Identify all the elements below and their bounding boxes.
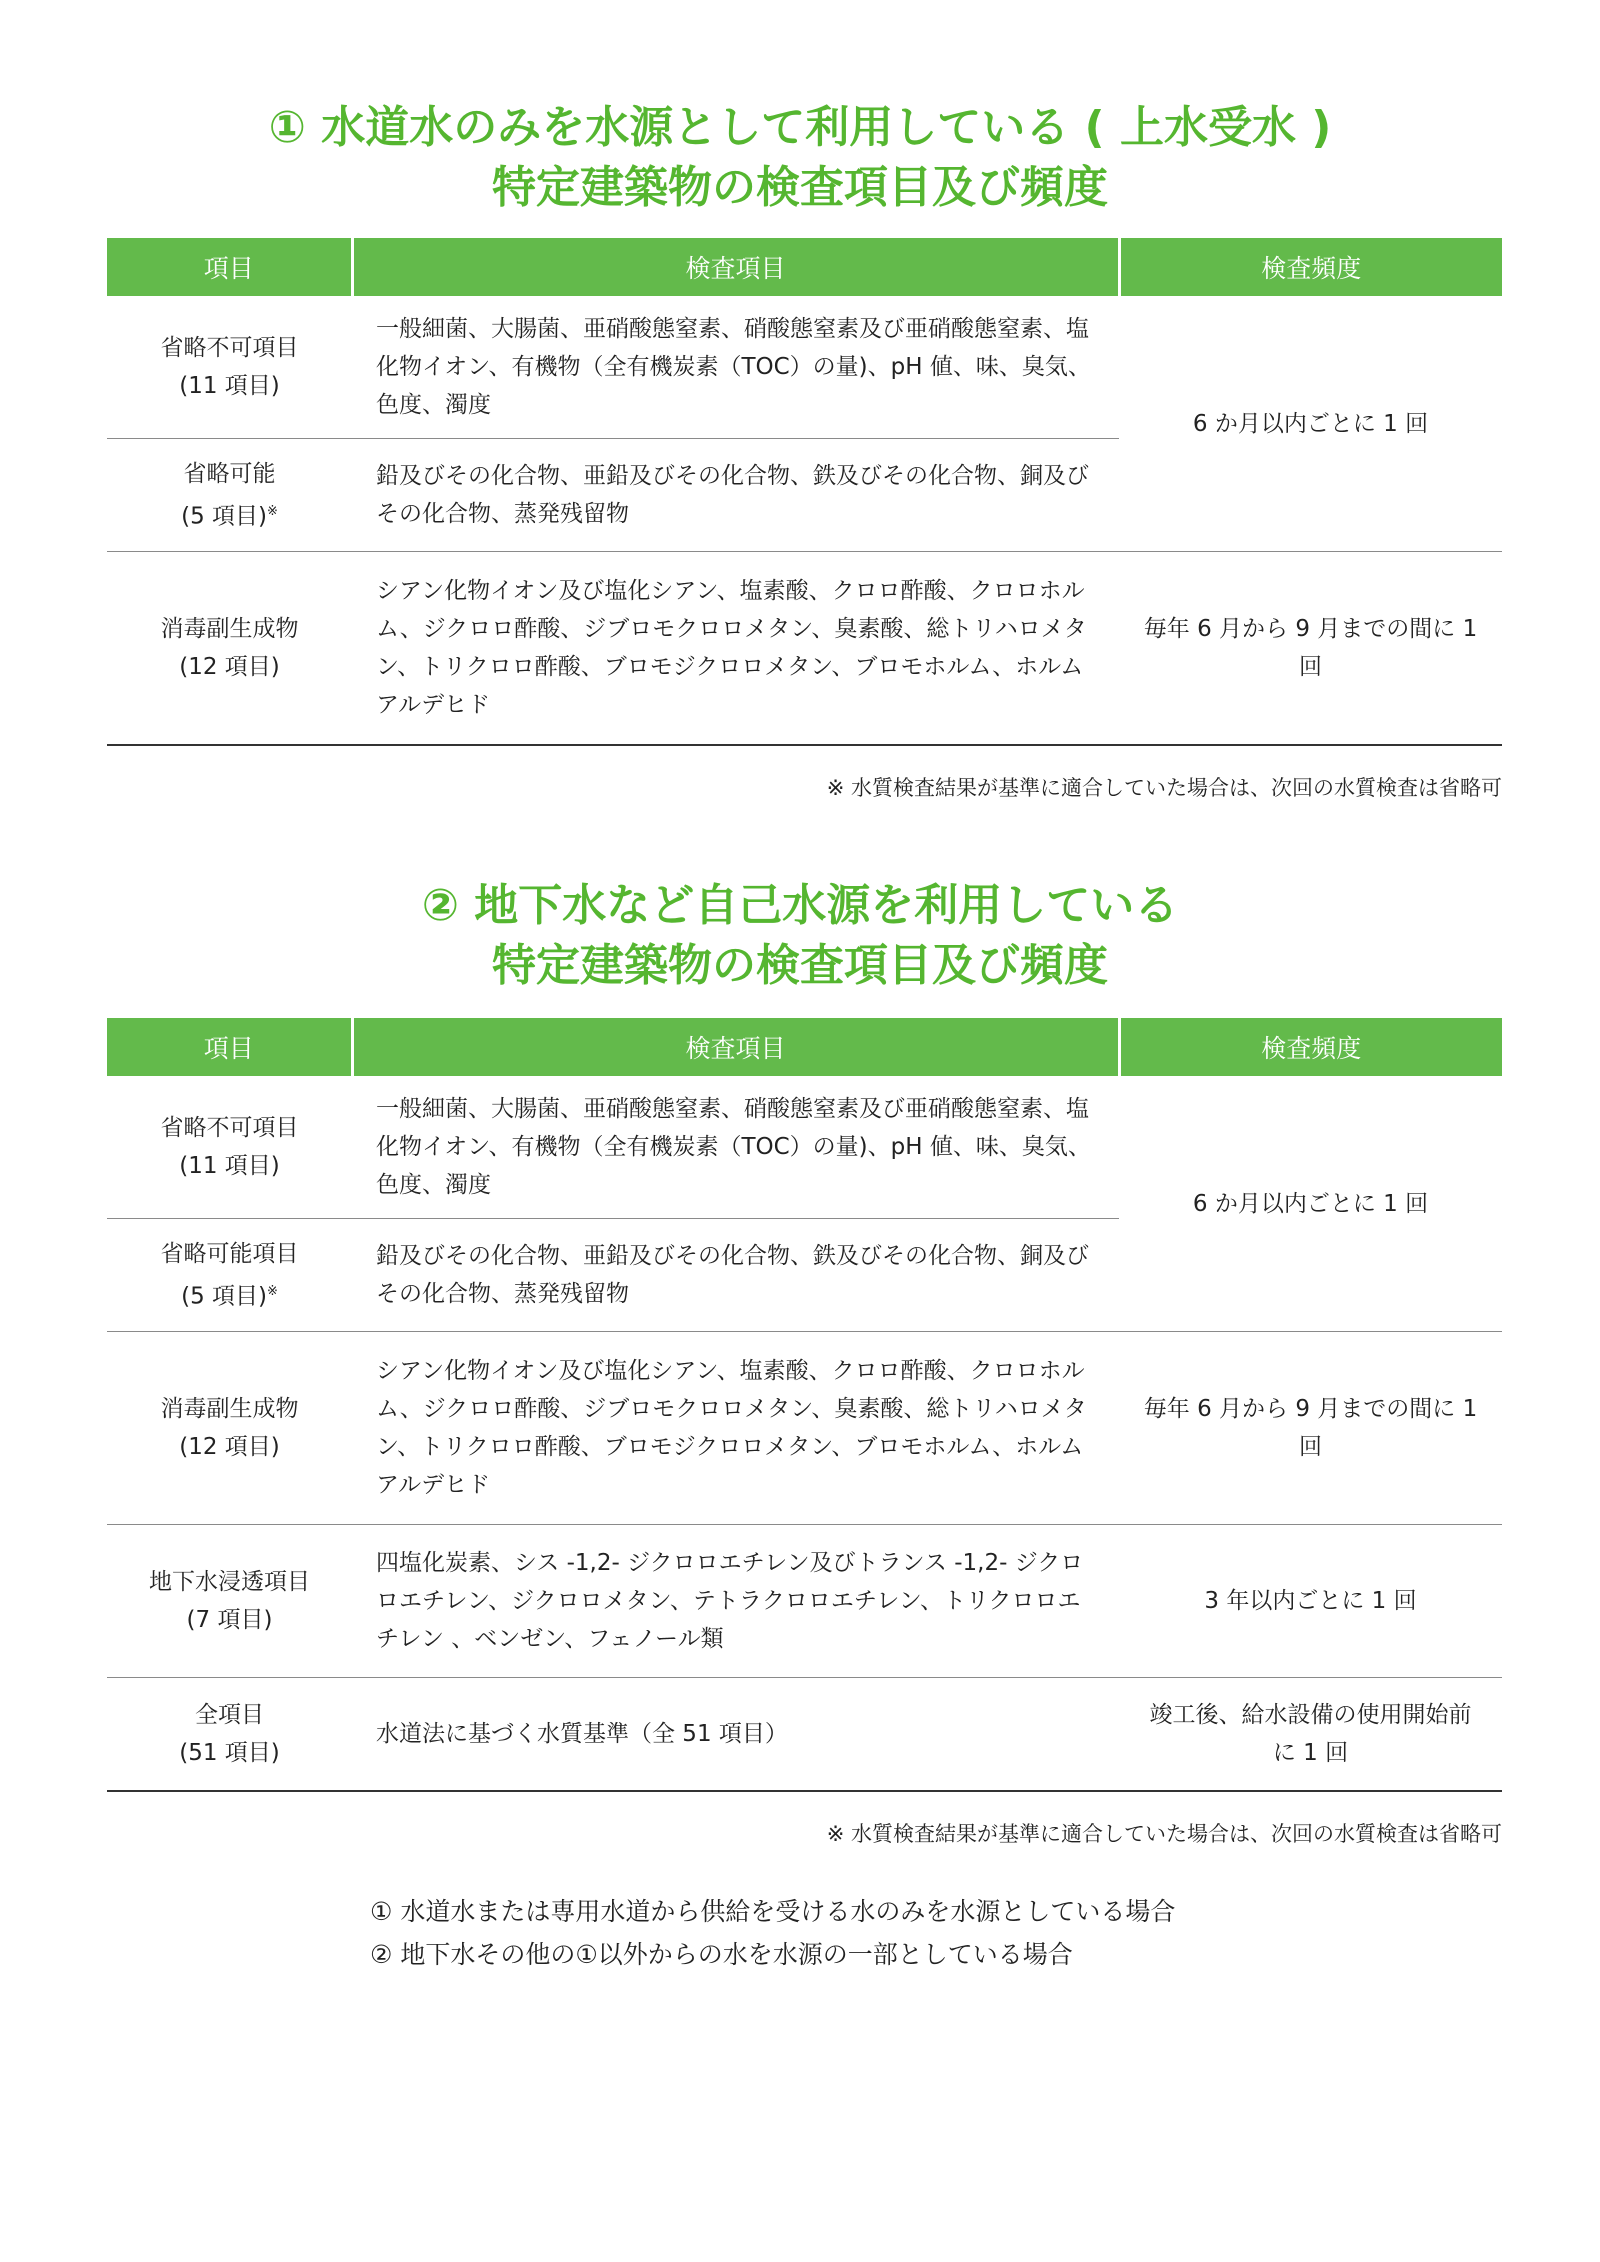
table-row: [107, 552, 1502, 746]
section-1-title: [0, 98, 1600, 218]
row-item: [107, 439, 352, 552]
section-1-title-line2: 特定建築物の検査項目及び頻度: [492, 162, 1108, 213]
row-detail: シアン化物イオン及び塩化シアン、塩素酸、クロロ酢酸、クロロホルム、ジクロロ酢酸、ジブロモクロロメタン、臭素酸、総トリハロメタン、トリクロロ酢酸、ブロモジクロロメタン、ブロモホルム、ホルムアルデヒド: [352, 1332, 1119, 1525]
row-frequency: 6 か月以内ごとに 1 回: [1119, 1076, 1502, 1332]
row-detail: 水道法に基づく水質基準（全 51 項目）: [352, 1678, 1119, 1792]
item-name: 省略不可項目: [160, 335, 299, 361]
header-detail: 検査項目: [352, 1018, 1119, 1076]
table-row: [107, 296, 1502, 439]
section-1-footnote: ※ 水質検査結果が基準に適合していた場合は、次回の水質検査は省略可: [826, 776, 1502, 800]
header-item: 項目: [107, 1018, 352, 1076]
item-count: (11 項目): [179, 373, 280, 399]
section-1-table: [107, 238, 1502, 746]
row-item: [107, 1219, 352, 1332]
item-name: 地下水浸透項目: [149, 1569, 310, 1595]
section-2-footnote: ※ 水質検査結果が基準に適合していた場合は、次回の水質検査は省略可: [826, 1822, 1502, 1846]
item-name: 省略可能項目: [160, 1240, 299, 1267]
table-header-row: [107, 238, 1502, 296]
row-detail: 一般細菌、大腸菌、亜硝酸態窒素、硝酸態窒素及び亜硝酸態窒素、塩化物イオン、有機物（全有機炭素（TOC）の量)、pH 値、味、臭気、色度、濁度: [352, 1076, 1119, 1219]
legend-item-2: ② 地下水その他の①以外からの水を水源の一部としている場合: [370, 1940, 1073, 1969]
section-2-title-line2: 特定建築物の検査項目及び頻度: [492, 940, 1108, 991]
row-detail: 鉛及びその化合物、亜鉛及びその化合物、鉄及びその化合物、銅及びその化合物、蒸発残留物: [352, 1219, 1119, 1332]
row-frequency: 3 年以内ごとに 1 回: [1119, 1525, 1502, 1678]
item-count: (12 項目): [179, 1434, 280, 1460]
legend: [370, 1890, 1175, 1976]
section-2-title-line1: ② 地下水など自己水源を利用している: [421, 880, 1179, 931]
item-count: (7 項目): [186, 1607, 273, 1633]
row-item: [107, 1332, 352, 1525]
item-count: (5 項目): [181, 503, 267, 530]
row-frequency: 竣工後、給水設備の使用開始前に 1 回: [1119, 1678, 1502, 1792]
item-count: (11 項目): [179, 1153, 280, 1179]
row-item: [107, 296, 352, 439]
section-2-title: [0, 876, 1600, 996]
row-detail: シアン化物イオン及び塩化シアン、塩素酸、クロロ酢酸、クロロホルム、ジクロロ酢酸、ジブロモクロロメタン、臭素酸、総トリハロメタン、トリクロロ酢酸、ブロモジクロロメタン、ブロモホルム、ホルムアルデヒド: [352, 552, 1119, 746]
table-row: [107, 1678, 1502, 1792]
item-count: (12 項目): [179, 654, 280, 680]
table-row: [107, 1076, 1502, 1219]
header-frequency: 検査頻度: [1119, 238, 1502, 296]
item-name: 消毒副生成物: [160, 1396, 299, 1422]
section-2-table: [107, 1018, 1502, 1792]
item-count: (51 項目): [179, 1740, 280, 1766]
item-name: 省略可能: [183, 460, 276, 487]
item-name: 省略不可項目: [160, 1115, 299, 1141]
row-frequency: 6 か月以内ごとに 1 回: [1119, 296, 1502, 552]
header-item: 項目: [107, 238, 352, 296]
footnote-mark: ※: [266, 503, 278, 519]
row-frequency: 毎年 6 月から 9 月までの間に 1 回: [1119, 1332, 1502, 1525]
row-detail: 一般細菌、大腸菌、亜硝酸態窒素、硝酸態窒素及び亜硝酸態窒素、塩化物イオン、有機物（全有機炭素（TOC）の量)、pH 値、味、臭気、色度、濁度: [352, 296, 1119, 439]
section-1-title-line1: ① 水道水のみを水源として利用している ( 上水受水 ): [268, 102, 1332, 153]
header-detail: 検査項目: [352, 238, 1119, 296]
footnote-mark: ※: [266, 1283, 278, 1299]
row-item: [107, 552, 352, 746]
table-row: [107, 1525, 1502, 1678]
row-item: [107, 1076, 352, 1219]
item-name: 全項目: [195, 1702, 264, 1728]
row-frequency: 毎年 6 月から 9 月までの間に 1 回: [1119, 552, 1502, 746]
row-detail: 鉛及びその化合物、亜鉛及びその化合物、鉄及びその化合物、銅及びその化合物、蒸発残留物: [352, 439, 1119, 552]
row-item: [107, 1525, 352, 1678]
header-frequency: 検査頻度: [1119, 1018, 1502, 1076]
row-item: [107, 1678, 352, 1792]
row-detail: 四塩化炭素、シス -1,2- ジクロロエチレン及びトランス -1,2- ジクロロエチレン、ジクロロメタン、テトラクロロエチレン、トリクロロエチレン 、ベンゼン、フェノール類: [352, 1525, 1119, 1678]
item-name: 消毒副生成物: [160, 616, 299, 642]
table-header-row: [107, 1018, 1502, 1076]
legend-item-1: ① 水道水または専用水道から供給を受ける水のみを水源としている場合: [370, 1897, 1176, 1926]
table-row: [107, 1332, 1502, 1525]
item-count: (5 項目): [181, 1283, 267, 1310]
